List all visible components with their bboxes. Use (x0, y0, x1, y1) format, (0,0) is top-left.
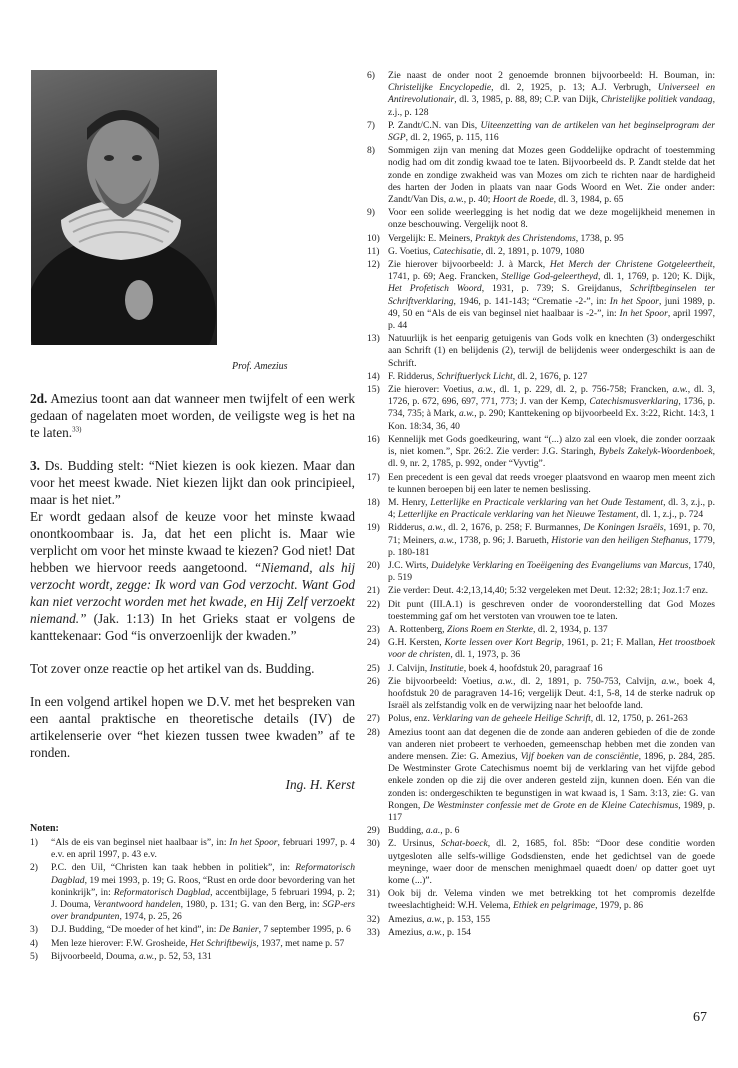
footnote-text: Amezius, a.w., p. 153, 155 (388, 913, 491, 925)
footnote-text: G. Voetius, Catechisatie, dl. 2, 1891, p. 1079, 1080 (388, 245, 585, 257)
footnote-number: 22) (367, 598, 380, 610)
footnote-text: Zie bijvoorbeeld: Voetius, a.w., dl. 2, 1891, p. 750-753, Calvijn, a.w., boek 4, hoofdstuk 20 de paragraven 14-16; vergelijk Deut. 4:1, 5-8, 14 de sterke nadruk op Israël als zelfstandig volk en de verwijzing naar het beloofde land. (388, 675, 716, 712)
footnote-number: 19) (367, 522, 380, 534)
footnote-number: 7) (367, 119, 375, 131)
footnote-number: 20) (367, 559, 380, 571)
footnote-text: G.H. Kersten, Korte lessen over Kort Begrip, 1961, p. 21; F. Mallan, Het troostboek voor de christen, dl. 1, 1973, p. 36 (388, 637, 715, 661)
paragraph-label: 3. (30, 458, 40, 473)
paragraph-text: Er wordt gedaan alsof de keuze voor het minste kwaad onontkoombaar is. Ja, dat het een plicht is. Maar wie verplicht om voor het minste kwaad te kiezen? God niet! Dat hebben we hiervoor reeds aangetoond. (30, 509, 355, 575)
footnote-number: 24) (367, 637, 380, 649)
footnote (367, 70, 715, 119)
footnote-number: 17) (367, 471, 380, 483)
paragraph-outlook: In een volgend artikel hopen we D.V. met het bespreken van een aantal praktische en theoretische details (IV) de artikelenserie over “het kiezen tussen twee kwaden” af te ronden. (30, 694, 355, 760)
footnote-number: 12) (367, 259, 380, 271)
paragraph-3 (30, 457, 355, 508)
footnote-number: 8) (367, 145, 375, 157)
paragraph-3-continued (30, 508, 355, 644)
paragraph-text: (Jak. 1:13) In het Grieks staat er volgens de kanttekenaar: God “is onverzoenlijk der kwaden.” (30, 611, 355, 643)
footnote (367, 727, 715, 825)
footnote (367, 434, 715, 471)
footnote-text: Ridderus, a.w., dl. 2, 1676, p. 258; F. Burmannes, De Koningen Israëls, 1691, p. 70, 71; Meiners, a.w., 1738, p. 96; J. Barueth, Historie van den heiligen Stefhanus, 1779, p. 180-181 (388, 522, 716, 558)
notes-left-column (30, 837, 355, 964)
footnote (367, 888, 715, 912)
footnote (367, 560, 715, 584)
footnote-number: 32) (367, 913, 380, 925)
footnote-number: 27) (367, 713, 380, 725)
footnote-number: 30) (367, 838, 380, 850)
page-number: 67 (693, 1010, 707, 1025)
bible-quote: “Niemand, als hij verzocht wordt, zegge: Ik word van God verzocht. Want God kan niet verzocht worden met het kwade, en Hij Zelf verzoekt niemand.” (30, 560, 356, 626)
footnote-text: Zie hierover bijvoorbeeld: J. à Marck, Het Merch der Christene Gotgeleertheit, 1741, p. 69; Aeg. Francken, Stellige God-geleertheyd, dl. 1, 1769, p. 120; K. Dijk, Het Profetisch Woord, 1931, p. 739; S. Greijdanus, Schriftbeginselen ter Schriftverklaring, 1946, p. 141-143; “Crematie -2-”, in: In het Spoor, juni 1989, p. 49, 50 en “Als de eis van beginsel niet haalbaar is -2-”, in: In het Spoor, april 1997, p. 44 (388, 259, 716, 332)
footnote-number: 13) (367, 333, 380, 345)
footnote-text: M. Henry, Letterlijke en Practicale verklaring van het Oude Testament, dl. 3, z.j., p. 4; Letterlijke en Practicale verklaring van het Nieuwe Testament, dl. 1, z.j., p. 724 (388, 496, 715, 521)
footnote (367, 676, 715, 713)
footnote-number: 14) (367, 370, 380, 382)
article-body (30, 390, 355, 793)
footnote-text: A. Rottenberg, Zions Roem en Sterkte, dl. 2, 1934, p. 137 (388, 623, 608, 635)
footnote-text: Zie hierover: Voetius, a.w., dl. 1, p. 229, dl. 2, p. 756-758; Francken, a.w., dl. 3, 1726, p. 672, 696, 697, 771, 773; J. van der Kemp, Catechismusverklaring, 1736, p. 734, 735; à Mark, a.w., p. 290; Kanttekening op bijvoorbeeld Ex. 3:22, Richt. 14:3, 1 Kon. 18:34, 36, 40 (388, 384, 715, 432)
portrait-drawing (31, 70, 217, 345)
footnote-text: Natuurlijk is het eenparig getuigenis van Gods volk en knechten (3) ondergeschikt aan Schrift (1) en belijdenis (2), terwijl de belijdenis weer ondergeschikt is aan de Schrift. (388, 333, 715, 369)
footnote-number: 21) (367, 585, 380, 597)
notes-heading: Noten: (30, 823, 59, 834)
footnote (30, 951, 355, 963)
footnote-text: Bijvoorbeeld, Douma, a.w., p. 52, 53, 131 (51, 950, 212, 962)
footnote (367, 207, 715, 231)
author-name: Ing. H. Kerst (285, 777, 355, 792)
footnote-number: 23) (367, 623, 380, 635)
paragraph-label: 2d. (30, 391, 48, 406)
footnote-number: 6) (367, 70, 375, 81)
footnote-text: Zie naast de onder noot 2 genoemde bronnen bijvoorbeeld: H. Bouman, in: Christelijke Encyclopedie, dl. 2, 1925, p. 13; A.J. Verbrugh, Universeel en Antirevolutionair, dl. 3, 1985, p. 88, 89; C.P. van Dijk, Christelijke politiek vandaag, z.j., p. 128 (388, 70, 716, 118)
footnote (367, 637, 715, 661)
footnote-number: 33) (367, 926, 380, 938)
footnote (367, 599, 715, 623)
footnote (367, 233, 715, 245)
footnote-number: 16) (367, 433, 380, 445)
footnote (367, 838, 715, 887)
footnote-text: Amezius, a.w., p. 154 (388, 926, 471, 938)
footnote (367, 333, 715, 370)
footnote-text: Amezius toont aan dat degenen die de zonde aan anderen gebieden of die de zonde van anderen niet probeert te verhoeden, gemeenschap hebben met die zonden van andere mensen. Zie: G. Amezius, Vijf boeken van de consciëntie, 1896, p. 284, 285. De Westminster Grote Catechismus noemt bij de verklaring van het vijfde gebod enkele zonden op die zij die over anderen gesteld zijn, kunnen doen. Eén van die zonden is: ondergeschikten te begunstigen in wat kwaad is, 1 Sam. 3:13, zie: G. van Rongen, De Westminster confessie met de Grote en de Kleine Catechismus, 1989, p. 117 (388, 726, 715, 823)
footnote-number: 3) (30, 924, 38, 936)
portrait-image (31, 70, 217, 345)
footnote-ref: 33) (72, 425, 82, 434)
footnote (367, 927, 715, 939)
portrait-caption: Prof. Amezius (232, 361, 288, 372)
footnote (367, 624, 715, 636)
footnote-number: 10) (367, 232, 380, 244)
footnote (367, 914, 715, 926)
paragraph-conclusion: Tot zover onze reactie op het artikel van ds. Budding. (30, 661, 315, 676)
footnote (367, 663, 715, 675)
footnote (367, 246, 715, 258)
footnote-text: J. Calvijn, Institutie, boek 4, hoofdstuk 20, paragraaf 16 (388, 662, 603, 674)
footnote-text: “Als de eis van beginsel niet haalbaar is”, in: In het Spoor, februari 1997, p. 4 e.v. en april 1997, p. 43 e.v. (51, 837, 355, 861)
footnote-text: Men leze hierover: F.W. Grosheide, Het Schriftbewijs, 1937, met name p. 57 (51, 937, 345, 949)
footnote-text: P.C. den Uil, “Christen kan taak hebben in politiek”, in: Reformatorisch Dagblad, 19 mei 1993, p. 19; G. Roos, “Rust en orde door bevordering van het koninkrijk”, in: Reformatorisch Dagblad, accentbijlage, 5 februari 1994, p. 2; J. Douma, Verantwoord handelen, 1980, p. 131; G. van den Berg, in: SGP-ers over brandpunten, 1974, p. 25, 26 (51, 862, 355, 923)
footnote-number: 28) (367, 726, 380, 738)
footnote-text: Zie verder: Deut. 4:2,13,14,40; 5:32 vergeleken met Deut. 12:32; 28:1; Joz.1:7 enz. (388, 585, 709, 597)
footnote-text: F. Ridderus, Schriftuerlyck Licht, dl. 2, 1676, p. 127 (388, 370, 588, 382)
footnote-number: 18) (367, 496, 380, 508)
footnote (30, 924, 355, 936)
footnote-text: Polus, enz. Verklaring van de geheele Heilige Schrift, dl. 12, 1750, p. 261-263 (388, 713, 688, 725)
footnote-text: Budding, a.a., p. 6 (388, 825, 460, 837)
footnote (367, 259, 715, 332)
footnote-number: 29) (367, 825, 380, 837)
footnote-text: Voor een solide weerlegging is het nodig dat we deze mogelijkheid menemen in onze beschouwing. Vergelijk noot 8. (388, 207, 715, 231)
footnote-number: 26) (367, 675, 380, 687)
footnote-text: Dit punt (III.A.1) is geschreven onder de vooronderstelling dat God Mozes toestemming gaf om het verstoten van vrouwen toe te laten. (388, 598, 715, 622)
footnote-text: Z. Ursinus, Schat-boeck, dl. 2, 1685, fol. 85b: “Door dese conditie worden uytgesloten alle selfs-willige Godsdiensten, ende het gedichtsel van de goede meyninge, waer door de menschen menighmael quaedt doen/ op datter goet uyt kome (...)”. (388, 838, 715, 886)
footnote-text: Sommigen zijn van mening dat Mozes geen Goddelijke opdracht of toestemming nodig had om dit zondig kwaad toe te laten. Bijvoorbeeld ds. P. Zandt stelde dat het zonde en zondige zwakheid was van Mozes om zich te richten naar de hardigheid des harten der Joden in plaats van naar Gods Woord en Wet. Zie onder ander: Zandt/Van Dis, a.w., p. 40; Hoort de Roede, dl. 3, 1984, p. 65 (388, 145, 715, 206)
footnote (367, 497, 715, 521)
footnote (30, 837, 355, 861)
footnote-number: 1) (30, 837, 38, 848)
footnote (367, 713, 715, 725)
footnote (30, 862, 355, 923)
footnote-text: P. Zandt/C.N. van Dis, Uiteenzetting van de artikelen van het beginselprogram der SGP, dl. 2, 1965, p. 115, 116 (388, 119, 715, 144)
footnote (367, 585, 715, 597)
footnote-text: J.C. Wirts, Duidelyke Verklaring en Toeëigening des Evangeliums van Marcus, 1740, p. 519 (388, 559, 715, 584)
footnote-text: Ook bij dr. Velema vinden we met betrekking tot het compromis dezelfde tweeslachtigheid: W.H. Velema, Ethiek en pelgrimage, 1979, p. 86 (388, 888, 715, 912)
footnote (30, 938, 355, 950)
footnote (367, 145, 715, 206)
footnote-text: Een precedent is een geval dat reeds vroeger plaatsvond en waarop men meent zich te kunnen beroepen bij een later te nemen beslissing. (388, 471, 715, 495)
paragraph-2d (30, 390, 355, 441)
footnote-number: 25) (367, 662, 380, 674)
footnote (367, 371, 715, 383)
footnote (367, 522, 715, 559)
footnote-number: 31) (367, 888, 380, 900)
footnote-number: 2) (30, 862, 38, 874)
footnote-number: 11) (367, 245, 380, 257)
footnote-number: 4) (30, 937, 38, 949)
paragraph-text: Amezius toont aan dat wanneer men twijfelt of een werk gedaan of nagelaten moet worden, de veiligste weg is het na te laten. (30, 391, 356, 440)
paragraph-text: Ds. Budding stelt: “Niet kiezen is ook kiezen. Maar dan voor het meest kwade. Niet kiezen lijkt dan ook principieel, maar is het niet.” (30, 458, 356, 507)
footnote-number: 5) (30, 950, 38, 962)
footnote (367, 825, 715, 837)
footnote (367, 120, 715, 144)
footnote (367, 384, 715, 433)
footnote-text: Kennelijk met Gods goedkeuring, want “(...) alzo zal een vloek, die zonder oorzaak is, niet komen.”, Spr. 26:2. Zie verder: J.G. Staringh, Bybels Zakelyk-Woordenboek, dl. 9, nr. 2, 1785, p. 992, onder “Vyvtig”. (388, 433, 716, 470)
footnote-number: 9) (367, 207, 375, 219)
footnote (367, 472, 715, 496)
footnote-number: 15) (367, 384, 380, 396)
notes-right-column (367, 70, 715, 940)
footnote-text: Vergelijk: E. Meiners, Praktyk des Christendoms, 1738, p. 95 (388, 232, 624, 244)
footnote-text: D.J. Budding, “De moeder of het kind”, in: De Banier, 7 september 1995, p. 6 (51, 924, 351, 936)
